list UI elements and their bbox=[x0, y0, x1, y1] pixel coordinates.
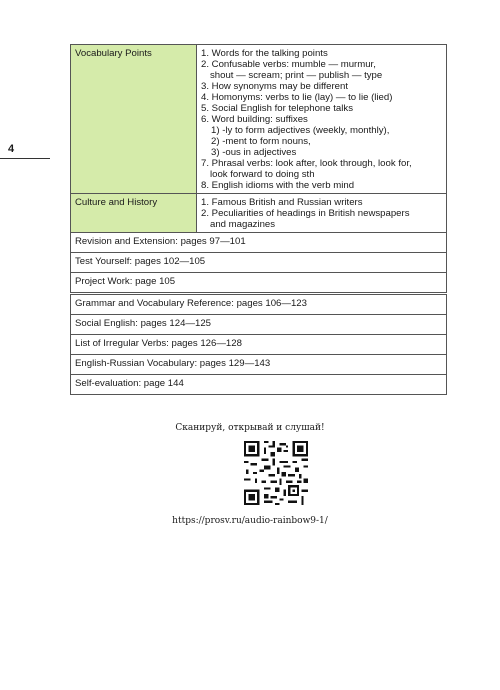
reference-cell: Social English: pages 124—125 bbox=[71, 315, 447, 335]
reference-row bbox=[71, 315, 447, 335]
vocab-item: 6. Word building: suffixes bbox=[201, 114, 308, 125]
vocab-item: 4. Homonyms: verbs to lie (lay) — to lie (lied) bbox=[201, 92, 393, 103]
revision-row bbox=[71, 233, 447, 253]
project-cell: Project Work: page 105 bbox=[71, 273, 447, 293]
culture-item: 1. Famous British and Russian writers bbox=[201, 197, 363, 208]
reference-cell: Self-evaluation: page 144 bbox=[71, 375, 447, 395]
vocabulary-row bbox=[71, 45, 447, 194]
vocabulary-label: Vocabulary Points bbox=[71, 45, 197, 194]
vocab-item: 2. Confusable verbs: mumble — murmur, bbox=[201, 59, 376, 70]
reference-row bbox=[71, 335, 447, 355]
culture-content bbox=[197, 194, 447, 233]
vocab-subitem: 3) -ous in adjectives bbox=[211, 147, 297, 158]
vocab-item: 5. Social English for telephone talks bbox=[201, 103, 353, 114]
vocab-item: 3. How synonyms may be different bbox=[201, 81, 348, 92]
culture-list bbox=[201, 197, 442, 230]
culture-item: 2. Peculiarities of headings in British newspapers bbox=[201, 208, 410, 219]
reference-row bbox=[71, 375, 447, 395]
margin-rule bbox=[0, 158, 50, 159]
qr-caption: Сканируй, открывай и слушай! bbox=[175, 423, 325, 433]
vocab-item: 7. Phrasal verbs: look after, look through, look for, bbox=[201, 158, 412, 169]
reference-row bbox=[71, 355, 447, 375]
vocab-subitem: 1) -ly to form adjectives (weekly, monthly), bbox=[211, 125, 390, 136]
project-row bbox=[71, 273, 447, 293]
vocab-subitem: 2) -ment to form nouns, bbox=[211, 136, 311, 147]
vocab-item: 1. Words for the talking points bbox=[201, 48, 328, 59]
test-row bbox=[71, 253, 447, 273]
contents-table bbox=[70, 44, 447, 293]
reference-table bbox=[70, 294, 447, 395]
page-number: 4 bbox=[8, 143, 15, 155]
vocab-item: 8. English idioms with the verb mind bbox=[201, 180, 355, 191]
reference-cell: English-Russian Vocabulary: pages 129—143 bbox=[71, 355, 447, 375]
culture-item-continuation: and magazines bbox=[210, 219, 276, 230]
reference-cell: Grammar and Vocabulary Reference: pages 106—123 bbox=[71, 295, 447, 315]
vocab-item-continuation: shout — scream; print — publish — type bbox=[210, 70, 383, 81]
culture-label: Culture and History bbox=[71, 194, 197, 233]
qr-code-icon[interactable] bbox=[244, 441, 308, 505]
vocabulary-list bbox=[201, 48, 442, 191]
vocabulary-content bbox=[197, 45, 447, 194]
reference-row bbox=[71, 295, 447, 315]
vocab-item-continuation: look forward to doing sth bbox=[210, 169, 315, 180]
test-cell: Test Yourself: pages 102—105 bbox=[71, 253, 447, 273]
reference-cell: List of Irregular Verbs: pages 126—128 bbox=[71, 335, 447, 355]
revision-cell: Revision and Extension: pages 97—101 bbox=[71, 233, 447, 253]
culture-row bbox=[71, 194, 447, 233]
qr-url[interactable]: https://prosv.ru/audio-rainbow9-1/ bbox=[172, 516, 328, 526]
